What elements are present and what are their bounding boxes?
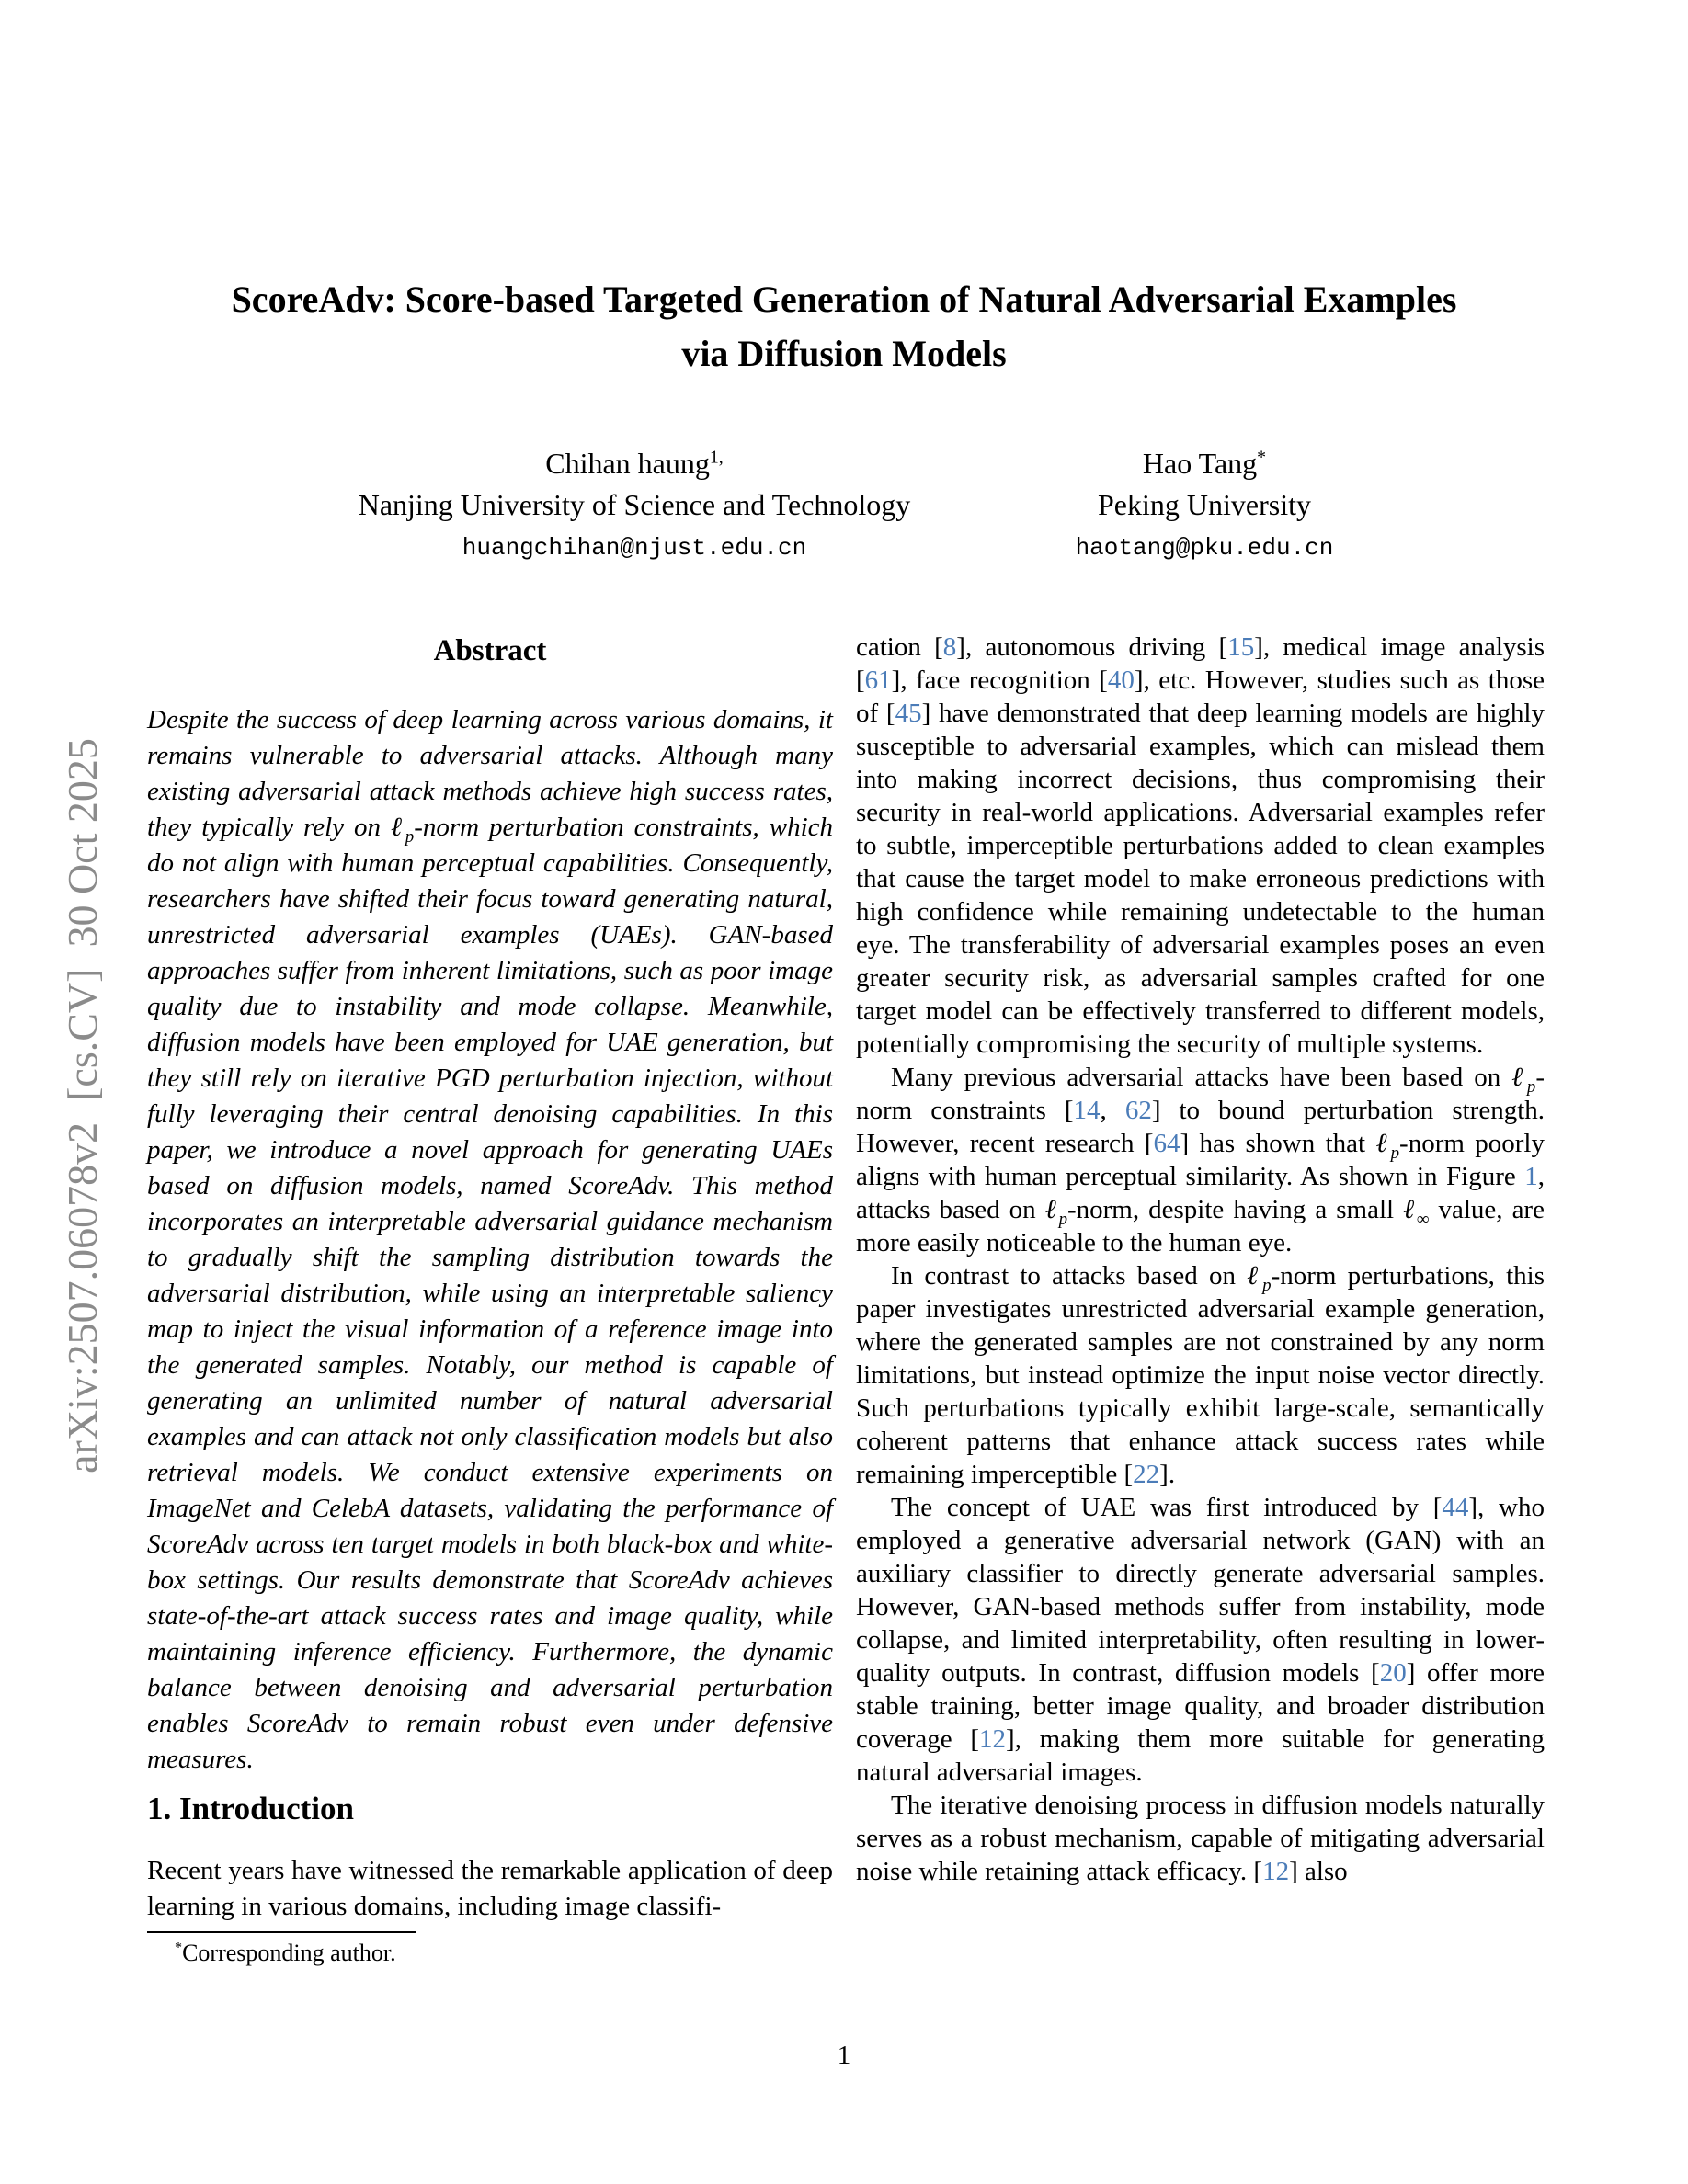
citation-link[interactable]: 44 bbox=[1442, 1493, 1469, 1522]
abstract-text: Despite the success of deep learning across various domains, it remains vulnerable to adversarial attacks. Although many existing adversarial attack methods achieve high success rates, they typically rely on ℓ$_p$-norm perturbation constraints, which do not align with human perceptual capabilities. Consequently, researchers have shifted their focus toward generating natural, unrestricted adversarial examples (UAEs). GAN-based approaches suffer from inherent limitations, such as poor image quality due to instability and mode collapse. Meanwhile, diffusion models have been employed for UAE generation, but they still rely on iterative PGD perturbation injection, without fully leveraging their central denoising capabilities. In this paper, we introduce a novel approach for generating UAEs based on diffusion models, named ScoreAdv. This method incorporates an interpretable adversarial guidance mechanism to gradually shift the sampling distribution towards the adversarial distribution, while using an interpretable saliency map to inject the visual information of a reference image into the generated samples. Notably, our method is capable of generating an unlimited number of natural adversarial examples and can attack not only classification models but also retrieval models. We conduct extensive experiments on ImageNet and CelebA datasets, validating the performance of ScoreAdv across ten target models in both black-box and white-box settings. Our results demonstrate that ScoreAdv achieves state-of-the-art attack success rates and image quality, while maintaining inference efficiency. Furthermore, the dynamic balance between denoising and adversarial perturbation enables ScoreAdv to remain robust even under defensive measures. bbox=[147, 705, 833, 1774]
citation-link[interactable]: 45 bbox=[895, 699, 922, 728]
citation-link[interactable]: 8 bbox=[942, 632, 957, 662]
page-number: 1 bbox=[837, 2041, 851, 2070]
citation-link[interactable]: 20 bbox=[1379, 1658, 1407, 1688]
author-2-name-text: Hao Tang bbox=[1142, 447, 1258, 480]
author-2-superscript: * bbox=[1257, 447, 1267, 468]
author-1-name-text: Chihan haung bbox=[545, 447, 710, 480]
arxiv-banner: arXiv:2507.06078v2 [cs.CV] 30 Oct 2025 bbox=[59, 738, 106, 1473]
math-ell-norm: ℓ bbox=[1511, 1063, 1527, 1092]
math-ell-norm: ℓ bbox=[1044, 1195, 1059, 1224]
footnote bbox=[147, 1931, 833, 1968]
figure-ref-link[interactable]: 1 bbox=[1524, 1162, 1538, 1191]
author-1-name bbox=[230, 443, 1039, 483]
footnote-marker: * bbox=[175, 1939, 183, 1956]
footnote-rule bbox=[147, 1931, 416, 1933]
citation-link[interactable]: 64 bbox=[1153, 1129, 1180, 1158]
author-block bbox=[0, 443, 1688, 581]
abstract-heading: Abstract bbox=[433, 634, 547, 667]
paper-title bbox=[0, 272, 1688, 381]
body-paragraph-4: The concept of UAE was first introduced by [44], who employed a generative adversarial network (GAN) with an auxiliary classifier to directly generate adversarial samples. However, GAN-based methods suffer from instability, mode collapse, and limited interpretability, often resulting in lower-quality outputs. In contrast, diffusion models [20] offer more stable training, better image quality, and broader distribution coverage [12], making them more suitable for generating natural adversarial images. bbox=[856, 1493, 1545, 1787]
author-1-superscript: 1, bbox=[709, 447, 724, 468]
footnote-text bbox=[147, 1939, 833, 1968]
left-column bbox=[147, 632, 833, 1778]
paper-title-line1: ScoreAdv: Score-based Targeted Generation of Natural Adversarial Examples bbox=[231, 279, 1457, 320]
citation-link[interactable]: 22 bbox=[1133, 1460, 1160, 1489]
body-paragraph-1: cation [8], autonomous driving [15], medical image analysis [61], face recognition [40], etc. However, studies such as those of [45] have demonstrated that deep learning models are highly susceptible to adversarial examples, which can mislead them into making incorrect decisions, thus compromising their security in real-world applications. Adversarial examples refer to subtle, imperceptible perturbations added to clean examples that cause the target model to make erroneous predictions with high confidence while remaining undetectable to the human eye. The transferability of adversarial examples poses an even greater security risk, as adversarial samples crafted for one target model can be effectively transferred to different models, potentially compromising the security of multiple systems. bbox=[856, 632, 1545, 1059]
citation-link[interactable]: 15 bbox=[1227, 632, 1255, 662]
citation-link[interactable]: 12 bbox=[979, 1724, 1006, 1754]
math-ell-norm: ℓ bbox=[1247, 1261, 1263, 1291]
math-ell-norm: ℓ bbox=[390, 813, 405, 842]
author-2-name bbox=[975, 443, 1434, 483]
citation-link[interactable]: 62 bbox=[1124, 1096, 1152, 1125]
citation-link[interactable]: 61 bbox=[864, 665, 892, 695]
right-column bbox=[856, 631, 1545, 1888]
citation-link[interactable]: 40 bbox=[1107, 665, 1135, 695]
author-1-email[interactable]: huangchihan@njust.edu.cn bbox=[462, 534, 807, 562]
section-heading-introduction: 1. Introduction bbox=[147, 1791, 354, 1826]
author-2-affiliation: Peking University bbox=[1098, 488, 1311, 521]
author-2 bbox=[975, 443, 1434, 566]
paper-title-line2: via Diffusion Models bbox=[681, 333, 1007, 374]
body-paragraph-3: In contrast to attacks based on ℓ$_p$-norm perturbations, this paper investigates unrestricted adversarial example generation, where the generated samples are not constrained by any norm limitations, but instead optimize the input noise vector directly. Such perturbations typically exhibit large-scale, semantically coherent patterns that enhance attack success rates while remaining imperceptible [22]. bbox=[856, 1261, 1545, 1489]
author-2-email[interactable]: haotang@pku.edu.cn bbox=[1075, 534, 1334, 562]
citation-link[interactable]: 14 bbox=[1073, 1096, 1101, 1125]
math-ell-norm: ℓ bbox=[1403, 1195, 1417, 1224]
author-1 bbox=[230, 443, 1039, 566]
math-ell-norm: ℓ bbox=[1375, 1129, 1391, 1158]
author-1-affiliation: Nanjing University of Science and Technology bbox=[358, 488, 911, 521]
introduction-paragraph: Recent years have witnessed the remarkable application of deep learning in various domains, including image classifi- bbox=[147, 1856, 833, 1921]
citation-link[interactable]: 12 bbox=[1262, 1857, 1290, 1886]
footnote-label: Corresponding author. bbox=[182, 1939, 396, 1966]
body-paragraph-2: Many previous adversarial attacks have been based on ℓ$_p$-norm constraints [14, 62] to bound perturbation strength. However, recent research [64] has shown that ℓ$_p$-norm poorly aligns with human perceptual similarity. As shown in Figure 1, attacks based on ℓ$_p$-norm, despite having a small ℓ$_\infty$ value, are more easily noticeable to the human eye. bbox=[856, 1063, 1545, 1257]
body-paragraph-5: The iterative denoising process in diffusion models naturally serves as a robust mechanism, capable of mitigating adversarial noise while retaining attack efficacy. [12] also bbox=[856, 1791, 1545, 1886]
